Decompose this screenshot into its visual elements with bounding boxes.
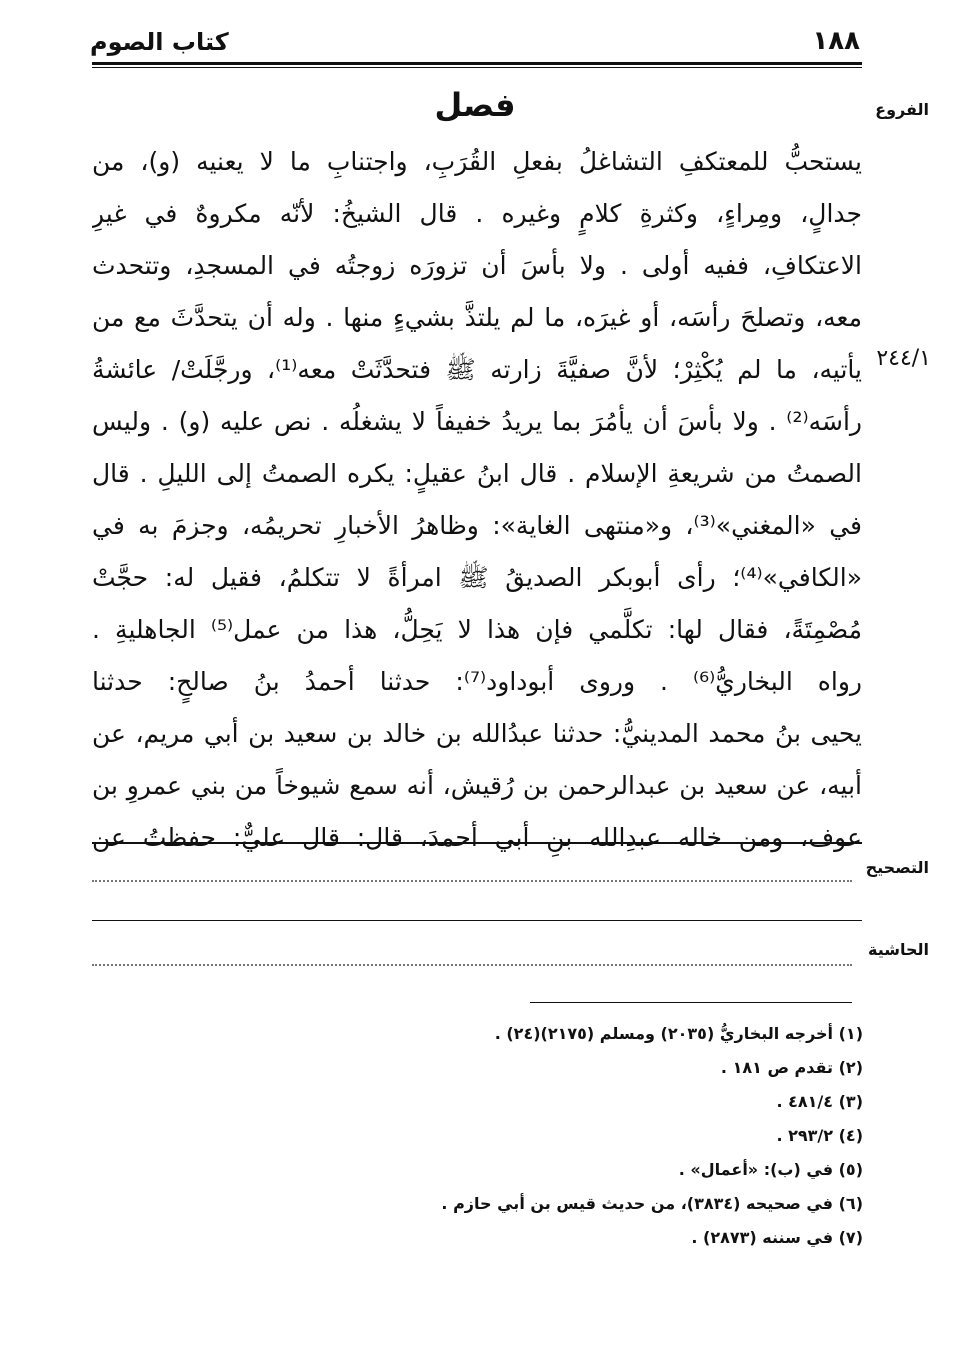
section-title: فصل	[434, 86, 516, 124]
text-line: «الكافي»⁽⁴⁾؛ رأى أبوبكر الصديقُ ﷺ امرأةً لا تتكلمُ، فقيل له: حجَّتْ	[92, 563, 862, 592]
text-line: الاعتكافِ، ففيه أولى . ولا بأسَ أن تزورَه زوجتُه في المسجدِ، وتتحدث	[92, 251, 862, 280]
footnote: (٢) تقدم ص ١٨١ .	[720, 1058, 863, 1077]
text-line: جدالٍ، ومِراءٍ، وكثرةِ كلامٍ وغيره . قال الشيخُ: لأنّه مكروهٌ في غيرِ	[92, 199, 862, 228]
separator-rule	[92, 920, 862, 921]
footnote: (٥) في (ب): «أعمال» .	[678, 1160, 863, 1179]
text-line: يستحبُّ للمعتكفِ التشاغلُ بفعلِ القُرَبِ، واجتنابِ ما لا يعنيه (و)، من	[92, 147, 862, 176]
text-line: الصمتُ من شريعةِ الإسلام . قال ابنُ عقيلٍ: يكره الصمتُ إلى الليلِ . قال	[92, 459, 862, 488]
running-header	[90, 20, 860, 60]
margin-page-reference: ٢٤٤/١	[876, 346, 931, 371]
main-text	[92, 136, 862, 864]
footnote: (١) أخرجه البخاريُّ (٢٠٣٥) ومسلم (٢١٧٥)(٢٤) .	[494, 1024, 863, 1043]
text-line: عوف، ومن خاله عبدِالله بنِ أبي أحمدَ، قال: قال عليٌّ: حفظتُ عن	[92, 823, 862, 852]
text-line: رواه البخاريُّ⁽⁶⁾ . وروى أبوداود⁽⁷⁾: حدثنا أحمدُ بنُ صالحٍ: حدثنا	[92, 667, 862, 696]
text-line: رأسَه⁽²⁾ . ولا بأسَ أن يأمُرَ بما يريدُ خفيفاً لا يشغلُه . نص عليه (و) . وليس	[92, 407, 862, 436]
text-line: في «المغني»⁽³⁾، و«منتهى الغاية»: وظاهرُ الأخبارِ تحريمُه، وجزمَ به في	[92, 511, 862, 540]
text-line: يأتيه، ما لم يُكْثِرْ؛ لأنَّ صفيَّةَ زارته ﷺ فتحدَّثَتْ معه⁽¹⁾، ورجَّلَتْ/ عائشةُ	[92, 355, 862, 384]
running-title: كتاب الصوم	[90, 28, 229, 56]
hashiya-dotted-line	[92, 962, 852, 966]
text-line: مُصْمِتَةً، فقال لها: تكلَّمي فإن هذا لا يَحِلُّ، هذا من عمل⁽⁵⁾ الجاهليةِ .	[92, 615, 862, 644]
footnotes	[163, 1017, 863, 1255]
footnote: (٦) في صحيحه (٣٨٣٤)، من حديث قيس بن أبي حازم .	[441, 1194, 863, 1213]
margin-label-hashiya: الحاشية	[868, 940, 929, 959]
margin-label-furu: الفروع	[875, 100, 929, 119]
footnote: (٧) في سننه (٢٨٧٣) .	[691, 1228, 863, 1247]
header-rule-thin	[92, 67, 862, 68]
footnote-rule	[530, 1002, 852, 1003]
body-end-rule	[92, 842, 862, 844]
margin-label-tashih: التصحيح	[865, 858, 929, 877]
footnote: (٤) ٢٩٣/٢ .	[776, 1126, 863, 1145]
text-line: معه، وتصلحَ رأسَه، أو غيرَه، ما لم يلتذَّ بشيءٍ منها . وله أن يتحدَّثَ مع من	[92, 303, 862, 332]
text-line: أبيه، عن سعيد بن عبدالرحمن بن رُقيش، أنه سمع شيوخاً من بني عمروِ بن	[92, 771, 862, 800]
footnote: (٣) ٤٨١/٤ .	[776, 1092, 863, 1111]
header-rule-thick	[92, 62, 862, 65]
text-line: يحيى بنُ محمد المدينيُّ: حدثنا عبدُالله بن خالد بن سعيد بن أبي مريم، عن	[92, 719, 862, 748]
tashih-dotted-line	[92, 878, 852, 882]
page-number: ١٨٨	[812, 26, 860, 56]
